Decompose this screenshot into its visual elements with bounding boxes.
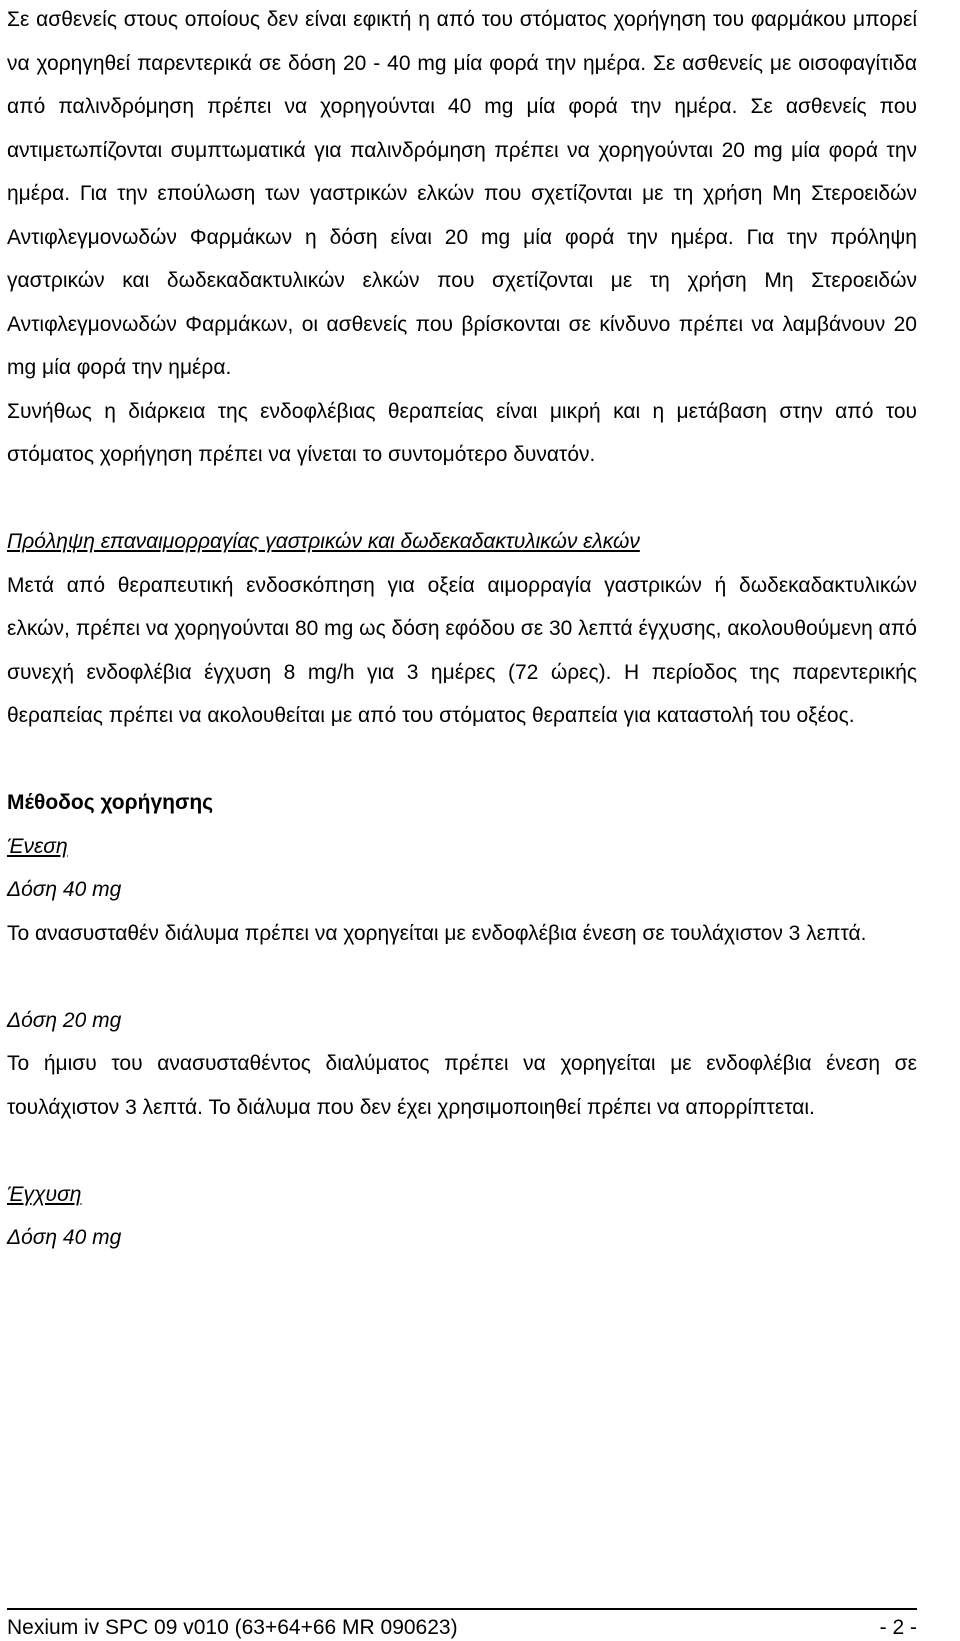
page-number: - 2 -	[879, 1616, 917, 1639]
infusion-dose-40-heading: Δόση 40 mg	[7, 1226, 122, 1249]
intro-first-line: Σε ασθενείς στους οποίους δεν είναι εφικτή η από του στόματος χορήγηση του	[7, 8, 745, 31]
intro-body: φαρμάκου μπορεί να χορηγηθεί παρεντερικά σε δόση 20 - 40 mg μία φορά την ημέρα. Σε ασθενείς με οισοφαγίτιδα από παλινδρόμηση πρέπει να χορηγούνται 40 mg μία φορά την ημέρα. Σε ασθενείς που αντιμετωπίζονται συμπτωματικά για παλινδρόμηση πρέπει να χορηγούνται 20 mg μία φορά την ημέρα. Για την επούλωση των γαστρικών ελκών που σχετίζονται με τη χρήση Μη Στεροειδών Αντιφλεγμονωδών Φαρμάκων η δόση είναι 20 mg μία φορά την ημέρα. Για την πρόληψη γαστρικών και δωδεκαδακτυλικών ελκών που σχετίζονται με τη χρήση Μη Στεροειδών Αντιφλεγμονωδών Φαρμάκων, οι ασθενείς που βρίσκονται σε κίνδυνο πρέπει να λαμβάνουν 20 mg μία φορά την ημέρα.	[7, 8, 917, 379]
injection-heading: Ένεση	[7, 834, 68, 858]
administration-title: Μέθοδος χορήγησης	[7, 791, 214, 814]
spacer	[7, 1129, 917, 1173]
dose-20-paragraph: Το ήμισυ του ανασυσταθέντος διαλύματος πρέπει να χορηγείται με ενδοφλέβια ένεση σε τουλάχιστον 3 λεπτά. Το διάλυμα που δεν έχει χρησιμοποιηθεί πρέπει να απορρίπτεται.	[7, 1052, 917, 1119]
document-page	[7, 0, 917, 1260]
page-footer	[7, 1608, 917, 1641]
rebleeding-heading: Πρόληψη επαναιμορραγίας γαστρικών και δωδεκαδακτυλικών ελκών	[7, 530, 640, 553]
spacer	[7, 477, 917, 521]
dose-40-paragraph: Το ανασυσταθέν διάλυμα πρέπει να χορηγείται με ενδοφλέβια ένεση σε τουλάχιστον 3 λεπτά.	[7, 921, 867, 945]
iv-duration-paragraph: Συνήθως η διάρκεια της ενδοφλέβιας θεραπείας είναι μικρή και η μετάβαση στην από του στόματος χορήγηση πρέπει να γίνεται το συντομότερο δυνατόν.	[7, 399, 917, 466]
dose-20-heading: Δόση 20 mg	[7, 1008, 122, 1032]
spacer	[7, 738, 917, 782]
document-id: Nexium iv SPC 09 v010 (63+64+66 MR 090623)	[7, 1616, 458, 1639]
dose-40-heading: Δόση 40 mg	[7, 878, 122, 901]
spacer	[7, 955, 917, 999]
intro-paragraph	[7, 0, 917, 390]
infusion-heading: Έγχυση	[7, 1182, 82, 1206]
rebleeding-paragraph: Μετά από θεραπευτική ενδοσκόπηση για οξεία αιμορραγία γαστρικών ή δωδεκαδακτυλικών ελκών, πρέπει να χορηγούνται 80 mg ως δόση εφόδου σε 30 λεπτά έγχυσης, ακολουθούμενη από συνεχή ενδοφλέβια έγχυση 8 mg/h για 3 ημέρες (72 ώρες). Η περίοδος της παρεντερικής θεραπείας πρέπει να ακολουθείται με από του στόματος θεραπεία για καταστολή του οξέος.	[7, 573, 917, 727]
